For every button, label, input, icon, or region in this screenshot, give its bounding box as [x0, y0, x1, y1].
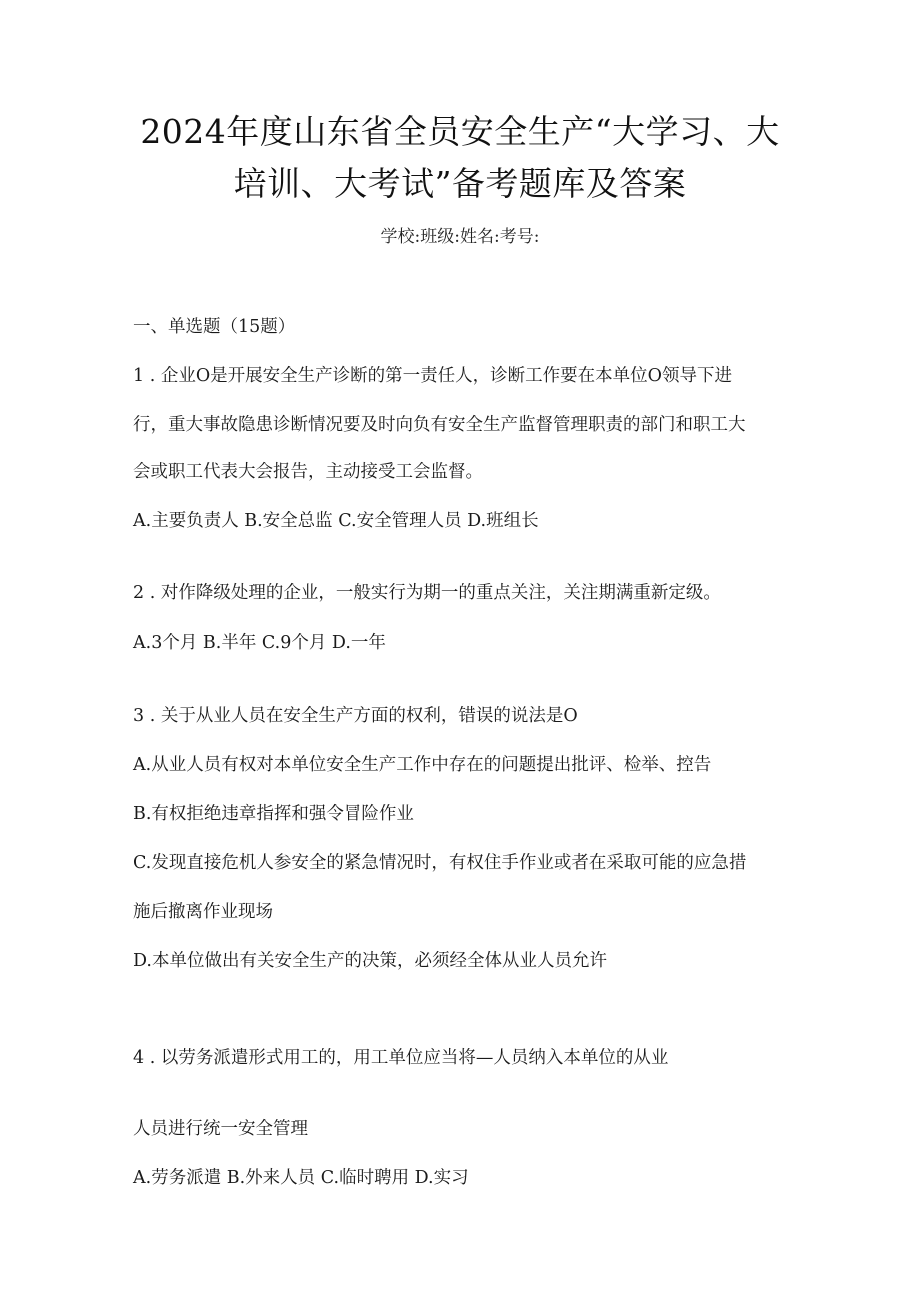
question-4-text-line-2: 人员进行统一安全管理 [133, 1119, 308, 1139]
student-info-line: 学校:班级:姓名:考号: [380, 227, 540, 247]
question-1-text-line-1: 1 . 企业O是开展安全生产诊断的第一责任人，诊断工作要在本单位O领导下进 [133, 366, 733, 386]
question-3-option-c-line-1: C.发现直接危机人参安全的紧急情况时，有权住手作业或者在采取可能的应急措 [133, 853, 747, 873]
question-1-text-line-3: 会或职工代表大会报告，主动接受工会监督。 [133, 462, 483, 482]
question-2-text: 2 . 对作降级处理的企业，一般实行为期一的重点关注，关注期满重新定级。 [133, 583, 721, 603]
question-1-text-line-2: 行，重大事故隐患诊断情况要及时向负有安全生产监督管理职责的部门和职工大 [133, 415, 746, 435]
section-heading: 一、单选题（15题） [133, 317, 296, 337]
question-3-option-a: A.从业人员有权对本单位安全生产工作中存在的问题提出批评、检举、控告 [133, 755, 712, 775]
question-2-options: A.3个月 B.半年 C.9个月 D.一年 [133, 633, 386, 653]
question-3-option-b: B.有权拒绝违章指挥和强令冒险作业 [133, 804, 414, 824]
question-3-option-c-line-2: 施后撤离作业现场 [133, 902, 273, 922]
question-1-options: A.主要负责人 B.安全总监 C.安全管理人员 D.班组长 [133, 511, 539, 531]
question-4-options: A.劳务派遣 B.外来人员 C.临时聘用 D.实习 [133, 1168, 469, 1188]
question-3-option-d: D.本单位做出有关安全生产的决策，必须经全体从业人员允许 [133, 951, 607, 971]
document-title-line-1: 2024年度山东省全员安全生产“大学习、大 [140, 112, 780, 151]
question-3-text: 3 . 关于从业人员在安全生产方面的权利，错误的说法是O [133, 706, 578, 726]
question-4-text-line-1: 4 . 以劳务派遣形式用工的，用工单位应当将—人员纳入本单位的从业 [133, 1048, 669, 1068]
document-title-line-2: 培训、大考试”备考题库及答案 [233, 164, 687, 203]
